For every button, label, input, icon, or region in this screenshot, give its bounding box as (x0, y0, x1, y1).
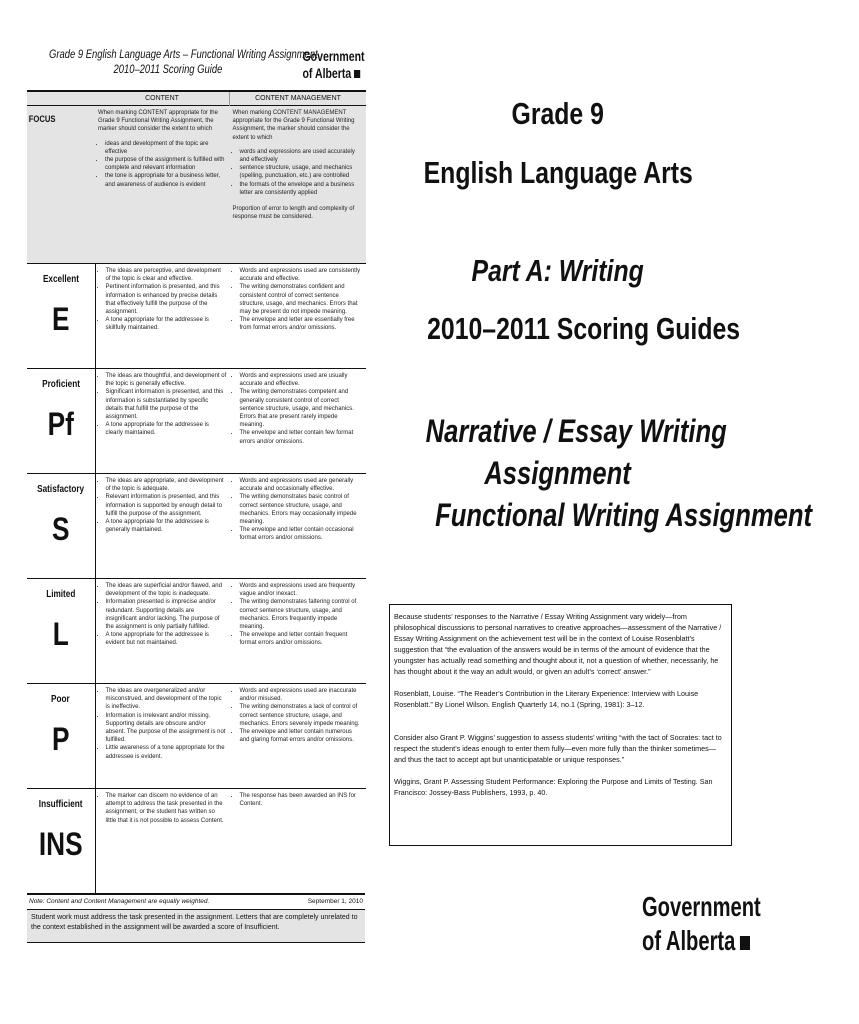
guide-title-line1: Grade 9 English Language Arts – Functional Writing Assignment (49, 49, 318, 61)
quote-rosenblatt: Because students’ responses to the Narrative / Essay Writing Assignment vary widely—from philosophical discussions to personal narratives to creative approaches—assessment of the Narrative / Essay Writing Assignment on the achievement test will be in the context of Louise Rosenblatt’s suggestion that “the evaluation of the answers would be in terms of the amount of evidence that the youngster has actually read something and thought about it, not a question of whether, necessarily, he has thought about it the way an adult would, or given an adult’s ‘correct’ answer.” (394, 612, 722, 676)
level-letter: Pf (47, 406, 74, 442)
level-name: Limited (46, 589, 76, 600)
list-item: • the formats of the envelope and a business letter are consistently applied (240, 181, 364, 197)
level-content-cell (95, 264, 230, 369)
level-management-cell (230, 789, 367, 894)
cover-years-text: 2010–2011 Scoring Guides (427, 311, 741, 346)
list-item: • A tone appropriate for the addressee is evident but not maintained. (106, 631, 227, 647)
cover-grade (388, 96, 728, 132)
list-item: • The envelope and letter contain frequent format errors and/or omissions. (240, 631, 364, 647)
focus-management-note: Proportion of error to length and complexity of response must be considered. (232, 206, 355, 221)
level-label-cell (27, 474, 95, 579)
cover-assign2: Assignment (484, 455, 632, 491)
level-content-cell (95, 474, 230, 579)
level-content-list (99, 582, 227, 648)
quotation-box (389, 604, 732, 846)
gov-logo-large (642, 890, 761, 958)
list-item: • The writing demonstrates faltering control of correct sentence structure, usage, and mechanics. Errors frequently impede meaning. (240, 598, 364, 631)
level-letter: L (52, 616, 69, 652)
blank-header (27, 91, 95, 106)
list-item: • Information is irrelevant and/or missing. Supporting details are obscure and/or absent. The purpose of the assignment is not fulfilled. (106, 712, 227, 745)
level-management-list (233, 687, 364, 744)
list-item: • Relevant information is presented, and this information is supported by enough detail to fulfill the purpose of the assignment. (106, 493, 227, 518)
list-item: • The envelope and letter contain few format errors and/or omissions. (240, 429, 364, 445)
list-item: • ideas and development of the topic are effective (105, 140, 227, 156)
cover-part-text: Part A: Writing (471, 253, 645, 288)
list-item: • The ideas are thoughtful, and development of the topic is generally effective. (106, 372, 227, 388)
cover-part (388, 253, 728, 289)
focus-content-list (98, 140, 227, 189)
level-management-cell (230, 684, 367, 789)
list-item: • the tone is appropriate for a business letter, and awareness of audience is evident (105, 172, 227, 188)
list-item: • The ideas are appropriate, and development of the topic is adequate. (106, 477, 227, 493)
cover-assignments (388, 410, 812, 536)
column-header-row (27, 91, 366, 106)
level-content-cell (95, 789, 230, 894)
list-item: • The envelope and letter contain numerous and glaring format errors and/or omissions. (240, 728, 364, 744)
list-item: • A tone appropriate for the addressee is clearly maintained. (106, 421, 227, 437)
cover-years (388, 311, 741, 347)
focus-content-cell (95, 106, 230, 264)
level-name: Satisfactory (37, 484, 85, 495)
level-letter: S (51, 511, 70, 547)
gov-logo-line1: Government (302, 49, 365, 64)
management-column-header: CONTENT MANAGEMENT (230, 91, 367, 106)
list-item: • The writing demonstrates competent and generally consistent control of correct sentence structure, usage, and mechanics. Errors that are present rarely impede meaning. (240, 388, 364, 429)
list-item: • Words and expressions used are usually accurate and effective. (240, 372, 364, 388)
footer-notice-box: Student work must address the task presented in the assignment. Letters that are completely unrelated to the context established in the assignment will be awarded a score of Insufficient. (27, 909, 365, 943)
gov-logo-large-line2: of Alberta (642, 925, 736, 956)
guide-title-line2: 2010–2011 Scoring Guide (113, 64, 223, 76)
list-item: • The ideas are perceptive, and development of the topic is clear and effective. (106, 267, 227, 283)
guide-title (49, 48, 318, 78)
level-management-cell (230, 579, 367, 684)
focus-label-cell (27, 106, 95, 264)
citation-rosenblatt: Rosenblatt, Louise. “The Reader’s Contribution in the Literary Experience: Interview with Louise Rosenblatt.” By Lionel Wilson. English Quarterly 14, no.1 (Spring, 1981): 3–12. (394, 689, 699, 709)
list-item: • Information presented is imprecise and/or redundant. Supporting details are insignificant and/or lacking. The purpose of the assignment is only partially fulfilled. (106, 598, 227, 631)
list-item: • The ideas are superficial and/or flawed, and development of the topic is inadequate. (106, 582, 227, 598)
level-management-list (233, 267, 364, 333)
table-row (27, 369, 366, 474)
gov-logo-line2: of Alberta (302, 66, 352, 81)
level-label-cell (27, 579, 95, 684)
list-item: • The writing demonstrates basic control of correct sentence structure, usage, and mechanics. Errors may occasionally impede meaning. (240, 493, 364, 526)
cover-subject (388, 155, 728, 191)
table-row (27, 789, 366, 894)
list-item: • the purpose of the assignment is fulfilled with complete and relevant information (105, 156, 227, 172)
level-name: Excellent (42, 274, 79, 285)
list-item: • The envelope and letter are essentially free from format errors and/or omissions. (240, 316, 364, 332)
level-content-list (99, 477, 227, 534)
cover-assign3: Functional Writing Assignment (435, 497, 812, 533)
list-item: • The writing demonstrates confident and consistent control of correct sentence structure, usage, and mechanics. Errors that may be present do not impede meaning. (240, 283, 364, 316)
table-row (27, 474, 366, 579)
level-management-list (233, 792, 364, 808)
level-name: Proficient (41, 379, 80, 390)
level-content-list (99, 687, 227, 761)
rubric-table (27, 90, 366, 893)
citation-wiggins: Wiggins, Grant P. Assessing Student Performance: Exploring the Purpose and Limits of Testing. San Francisco: Jossey-Bass Publishers, 1993, p. 40. (394, 777, 713, 797)
list-item: • Words and expressions used are frequently vague and/or inexact. (240, 582, 364, 598)
table-row (27, 579, 366, 684)
level-management-list (233, 582, 364, 648)
level-management-cell (230, 474, 367, 579)
level-management-list (233, 477, 364, 543)
list-item: • The response has been awarded an INS for Content. (240, 792, 364, 808)
level-letter: INS (38, 826, 83, 862)
logo-square-icon (740, 936, 750, 950)
list-item: • Pertinent information is presented, and this information is enhanced by precise details that effectively fulfill the purpose of the assignment. (106, 283, 227, 316)
list-item: • words and expressions are used accurately and effectively (240, 148, 364, 164)
logo-square-icon (354, 70, 360, 78)
scoring-guide-panel (27, 44, 365, 943)
list-item: • The writing demonstrates a lack of control of correct sentence structure, usage, and mechanics. Errors severely impede meaning. (240, 703, 364, 728)
level-content-cell (95, 579, 230, 684)
level-content-cell (95, 684, 230, 789)
guide-header (27, 44, 365, 90)
level-label-cell (27, 264, 95, 369)
level-letter: P (51, 721, 70, 757)
level-label-cell (27, 789, 95, 894)
focus-label: FOCUS (28, 114, 56, 124)
focus-row (27, 106, 366, 264)
list-item: • The ideas are overgeneralized and/or misconstrued, and development of the topic is ineffective. (106, 687, 227, 712)
list-item: • The marker can discern no evidence of an attempt to address the task presented in the assignment, or the student has written so little that it is not possible to assess Content. (106, 792, 227, 825)
level-management-cell (230, 369, 367, 474)
table-row (27, 264, 366, 369)
level-label-cell (27, 684, 95, 789)
level-content-list (99, 792, 227, 825)
list-item: • Little awareness of a tone appropriate for the addressee is evident. (106, 744, 227, 760)
list-item: • Words and expressions used are generally accurate and occasionally effective. (240, 477, 364, 493)
level-content-list (99, 372, 227, 438)
cover-grade-text: Grade 9 (511, 96, 605, 131)
list-item: • Words and expressions used are consistently accurate and effective. (240, 267, 364, 283)
focus-management-intro: When marking CONTENT MANAGEMENT appropriate for the Grade 9 Functional Writing Assignment, the marker should consider the extent to which (232, 110, 355, 141)
level-letter: E (51, 301, 70, 337)
level-content-list (99, 267, 227, 333)
level-management-cell (230, 264, 367, 369)
list-item: • A tone appropriate for the addressee is skillfully maintained. (106, 316, 227, 332)
footnote-date: September 1, 2010 (307, 898, 363, 905)
list-item: • Words and expressions used are inaccurate and/or misused. (240, 687, 364, 703)
list-item: • sentence structure, usage, and mechanics (spelling, punctuation, etc.) are controlled (240, 164, 364, 180)
focus-management-list (233, 148, 364, 197)
level-name: Insufficient (38, 799, 83, 810)
level-name: Poor (51, 694, 71, 705)
gov-logo-large-line1: Government (642, 891, 761, 922)
focus-content-intro: When marking CONTENT appropriate for the Grade 9 Functional Writing Assignment, the marker should consider the extent to which (98, 110, 218, 133)
level-management-list (233, 372, 364, 446)
level-rows (27, 264, 366, 894)
list-item: • Significant information is presented, and this information is substantiated by specific details that fulfill the purpose of the assignment. (106, 388, 227, 421)
table-row (27, 684, 366, 789)
list-item: • A tone appropriate for the addressee is generally maintained. (106, 518, 227, 534)
level-label-cell (27, 369, 95, 474)
footnote-text: Note: Content and Content Management are equally weighted. (29, 898, 210, 905)
content-column-header: CONTENT (95, 91, 230, 106)
list-item: • The envelope and letter contain occasional format errors and/or omissions. (240, 526, 364, 542)
footnote-bar (27, 893, 365, 909)
gov-logo-small (303, 48, 365, 82)
cover-assign1: Narrative / Essay Writing (425, 413, 727, 449)
cover-subject-text: English Language Arts (423, 155, 693, 190)
quote-wiggins: Consider also Grant P. Wiggins’ suggestion to assess students’ writing “with the tact of Socrates: tact to respect the student’s ideas enough to enter them fully—even more fully than the thinker sometimes—and thus the tact to accept apt but unanticipatable or unique responses.” (394, 733, 722, 764)
focus-management-cell (230, 106, 367, 264)
level-content-cell (95, 369, 230, 474)
